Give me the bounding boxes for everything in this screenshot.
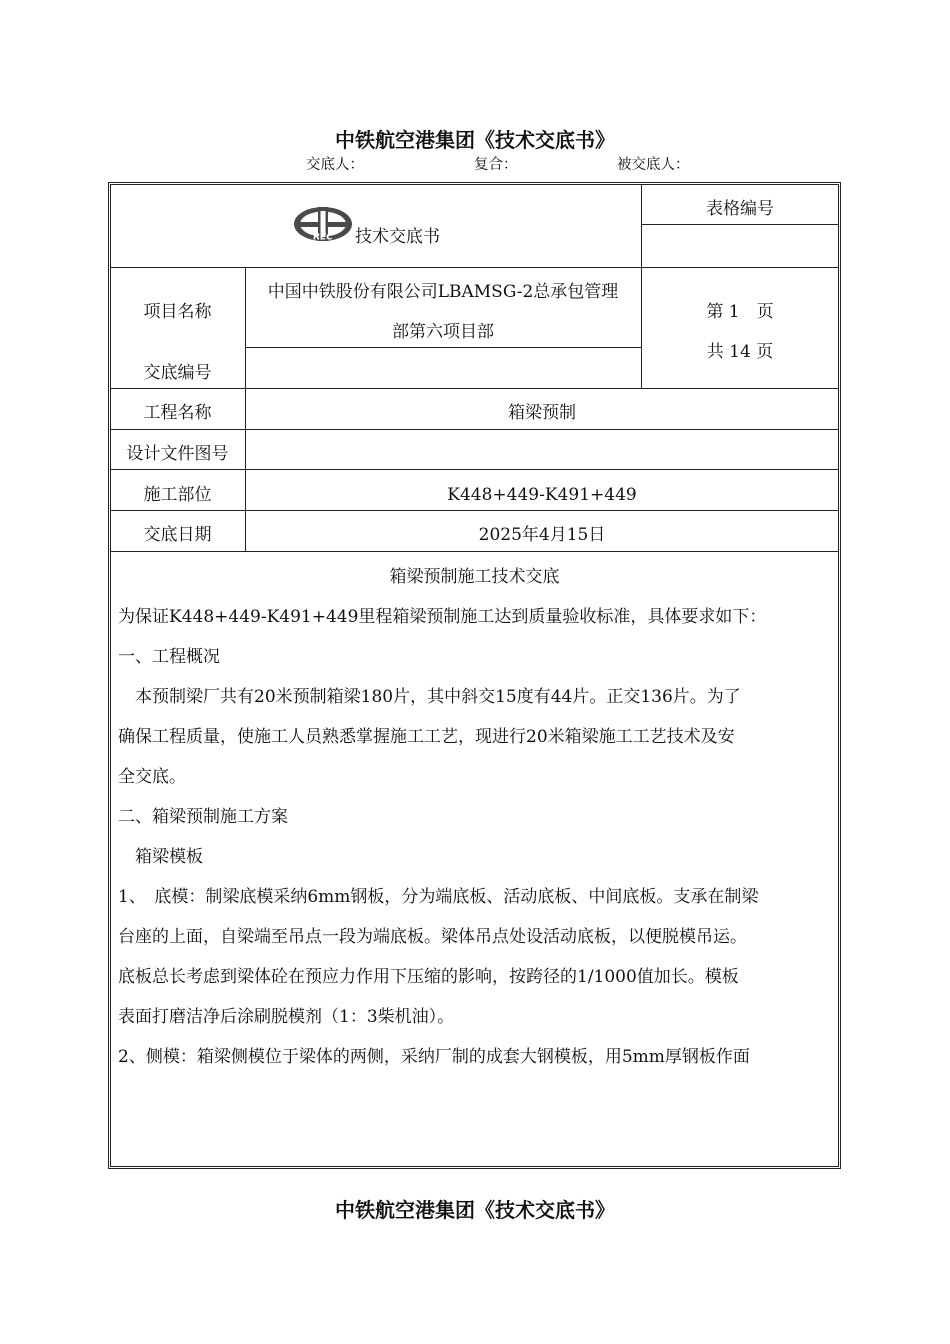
project-name-line1: 中国中铁股份有限公司LBAMSG-2总承包管理: [267, 282, 619, 302]
content-line: 2、侧模：箱梁侧模位于梁体的两侧，采纳厂制的成套大钢模板，用5mm厚钢板作面: [118, 1047, 750, 1067]
content-line: 台座的上面，自梁端至吊点一段为端底板。梁体吊点处设活动底板，以便脱模吊运。: [118, 927, 747, 947]
recipient-label: 被交底人：: [617, 157, 690, 173]
content-line: 底板总长考虑到梁体砼在预应力作用下压缩的影响，按跨径的1/1000值加长。模板: [118, 967, 739, 987]
content-body: [118, 597, 834, 1077]
content-line: 确保工程质量，使施工人员熟悉掌握施工工艺，现进行20米箱梁施工工艺技术及安: [118, 727, 735, 747]
construction-location-value: K448+449-K491+449: [447, 485, 637, 505]
presenter-label: 交底人：: [306, 157, 364, 173]
project-name-line2: 部第六项目部: [392, 322, 494, 342]
content-line: 本预制梁厂共有20米预制箱梁180片，其中斜交15度有44片。正交136片。为了: [118, 687, 741, 707]
content-line: 二、箱梁预制施工方案: [118, 807, 288, 827]
reviewer-label: 复合：: [474, 157, 518, 173]
content-line: 一、工程概况: [118, 647, 220, 667]
disclosure-number-label: 交底编号: [143, 363, 212, 383]
crec-logo: [293, 205, 353, 243]
document-title: 中铁航空港集团《技术交底书》: [335, 128, 615, 152]
page-number: 第 1 页: [706, 302, 774, 322]
svg-text:REC: REC: [313, 232, 333, 243]
design-document-label: 设计文件图号: [126, 444, 229, 464]
disclosure-date-value: 2025年4月15日: [478, 525, 606, 545]
next-page-title: 中铁航空港集团《技术交底书》: [335, 1198, 615, 1222]
disclosure-date-label: 交底日期: [143, 525, 212, 545]
work-name-value: 箱梁预制: [508, 403, 576, 423]
construction-location-label: 施工部位: [143, 485, 212, 505]
page-total: 共 14 页: [706, 342, 774, 362]
content-heading: 箱梁预制施工技术交底: [389, 567, 560, 587]
content-line: 箱梁模板: [118, 847, 203, 867]
content-line: 全交底。: [118, 767, 186, 787]
divider: [110, 267, 839, 268]
form-number-label: 表格编号: [706, 199, 774, 219]
content-line: 1、 底模：制梁底模采纳6mm钢板，分为端底板、活动底板、中间底板。支承在制梁: [118, 887, 759, 907]
content-line: 表面打磨洁净后涂刷脱模剂（1：3柴机油）。: [118, 1007, 455, 1027]
project-name-label: 项目名称: [143, 302, 212, 322]
work-name-label: 工程名称: [143, 403, 212, 423]
form-name: 技术交底书: [355, 227, 440, 247]
content-line: 为保证K448+449-K491+449里程箱梁预制施工达到质量验收标准，具体要求如下：: [118, 607, 767, 627]
